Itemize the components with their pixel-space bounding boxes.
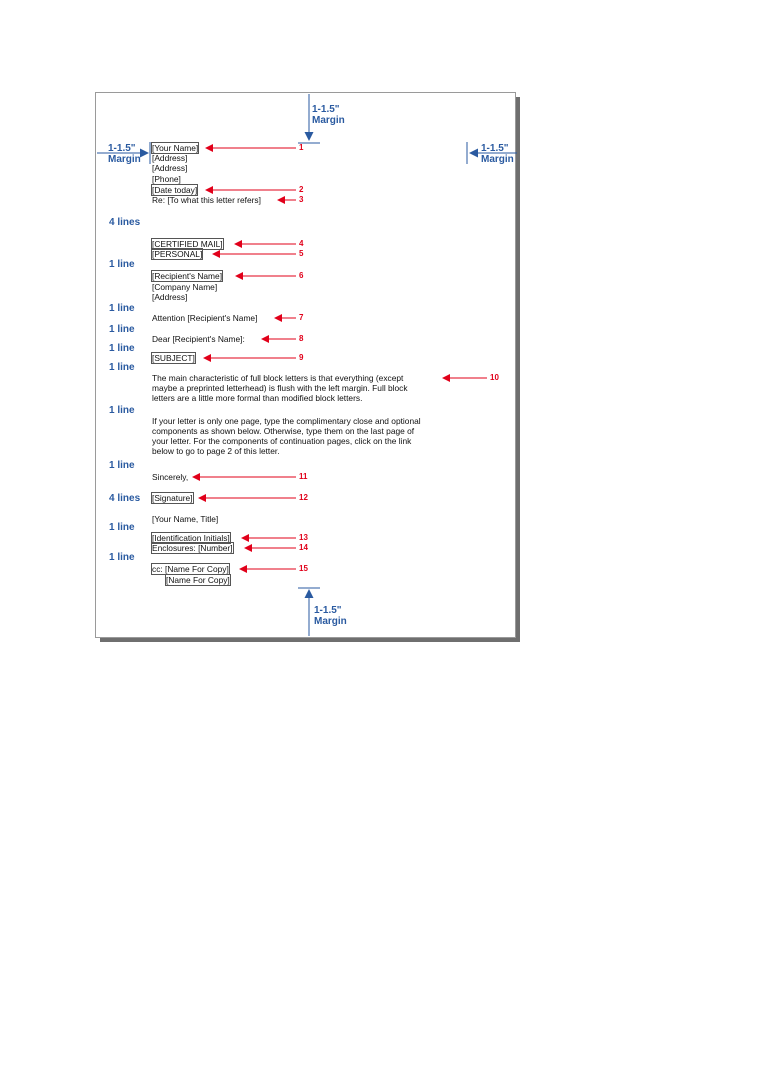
- spacing-label: 1 line: [109, 343, 135, 354]
- callout-number: 9: [299, 353, 304, 362]
- callout-number: 3: [299, 195, 304, 204]
- spacing-label: 4 lines: [109, 493, 141, 504]
- sender-address-line: [Address]: [152, 153, 188, 163]
- callout-number: 2: [299, 185, 304, 194]
- body-paragraph-line: letters are a little more formal than modified block letters.: [152, 393, 363, 403]
- body-paragraph-line: The main characteristic of full block letters is that everything (except: [152, 373, 404, 383]
- body-paragraph-line: If your letter is only one page, type the complimentary close and optional: [152, 416, 421, 426]
- sender-address-line: [Address]: [152, 163, 188, 173]
- sender-phone: [Phone]: [152, 174, 181, 184]
- callout-number: 7: [299, 313, 304, 322]
- bottom-margin-label: 1-1.5" Margin: [314, 605, 347, 627]
- right-margin-label: 1-1.5" Margin: [481, 143, 514, 165]
- cc-line: cc: [Name For Copy]: [152, 564, 229, 574]
- sender-name: [Your Name]: [152, 143, 199, 153]
- attention-line: Attention [Recipient's Name]: [152, 313, 258, 323]
- callout-number: 4: [299, 239, 304, 248]
- subject-line: [SUBJECT]: [152, 353, 195, 363]
- body-paragraph-line: components as shown below. Otherwise, type them on the last page of: [152, 426, 415, 436]
- spacing-label: 1 line: [109, 522, 135, 533]
- top-margin-label: 1-1.5" Margin: [312, 104, 345, 126]
- callout-number: 10: [490, 373, 499, 382]
- callout-number: 8: [299, 334, 304, 343]
- reference-line: Re: [To what this letter refers]: [152, 195, 261, 205]
- callout-number: 15: [299, 564, 308, 573]
- spacing-label: 1 line: [109, 405, 135, 416]
- spacing-label: 1 line: [109, 324, 135, 335]
- spacing-label: 1 line: [109, 362, 135, 373]
- body-paragraph-line: maybe a preprinted letterhead) is flush with the left margin. Full block: [152, 383, 408, 393]
- spacing-label: 1 line: [109, 460, 135, 471]
- body-paragraph-line: below to go to page 2 of this letter.: [152, 446, 280, 456]
- callout-number: 14: [299, 543, 308, 552]
- spacing-label: 1 line: [109, 552, 135, 563]
- enclosures-line: Enclosures: [Number]: [152, 543, 233, 553]
- callout-number: 1: [299, 143, 304, 152]
- signature-line: [Signature]: [152, 493, 193, 503]
- left-margin-label: 1-1.5" Margin: [108, 143, 141, 165]
- complimentary-close: Sincerely,: [152, 472, 189, 482]
- spacing-label: 1 line: [109, 303, 135, 314]
- callout-number: 5: [299, 249, 304, 258]
- certified-mail-notation: [CERTIFIED MAIL]: [152, 239, 223, 249]
- callout-number: 6: [299, 271, 304, 280]
- callout-number: 12: [299, 493, 308, 502]
- cc-line: [Name For Copy]: [166, 575, 230, 585]
- recipient-address: [Address]: [152, 292, 188, 302]
- salutation: Dear [Recipient's Name]:: [152, 334, 245, 344]
- name-title-line: [Your Name, Title]: [152, 514, 219, 524]
- callout-number: 13: [299, 533, 308, 542]
- spacing-label: 4 lines: [109, 217, 141, 228]
- body-paragraph-line: your letter. For the components of continuation pages, click on the link: [152, 436, 412, 446]
- callout-number: 11: [299, 472, 308, 481]
- spacing-label: 1 line: [109, 259, 135, 270]
- personal-notation: [PERSONAL]: [152, 249, 203, 259]
- recipient-company: [Company Name]: [152, 282, 218, 292]
- recipient-name: [Recipient's Name]: [152, 271, 223, 281]
- date-line: [Date today]: [152, 185, 198, 195]
- identification-initials: [Identification Initials]: [152, 533, 230, 543]
